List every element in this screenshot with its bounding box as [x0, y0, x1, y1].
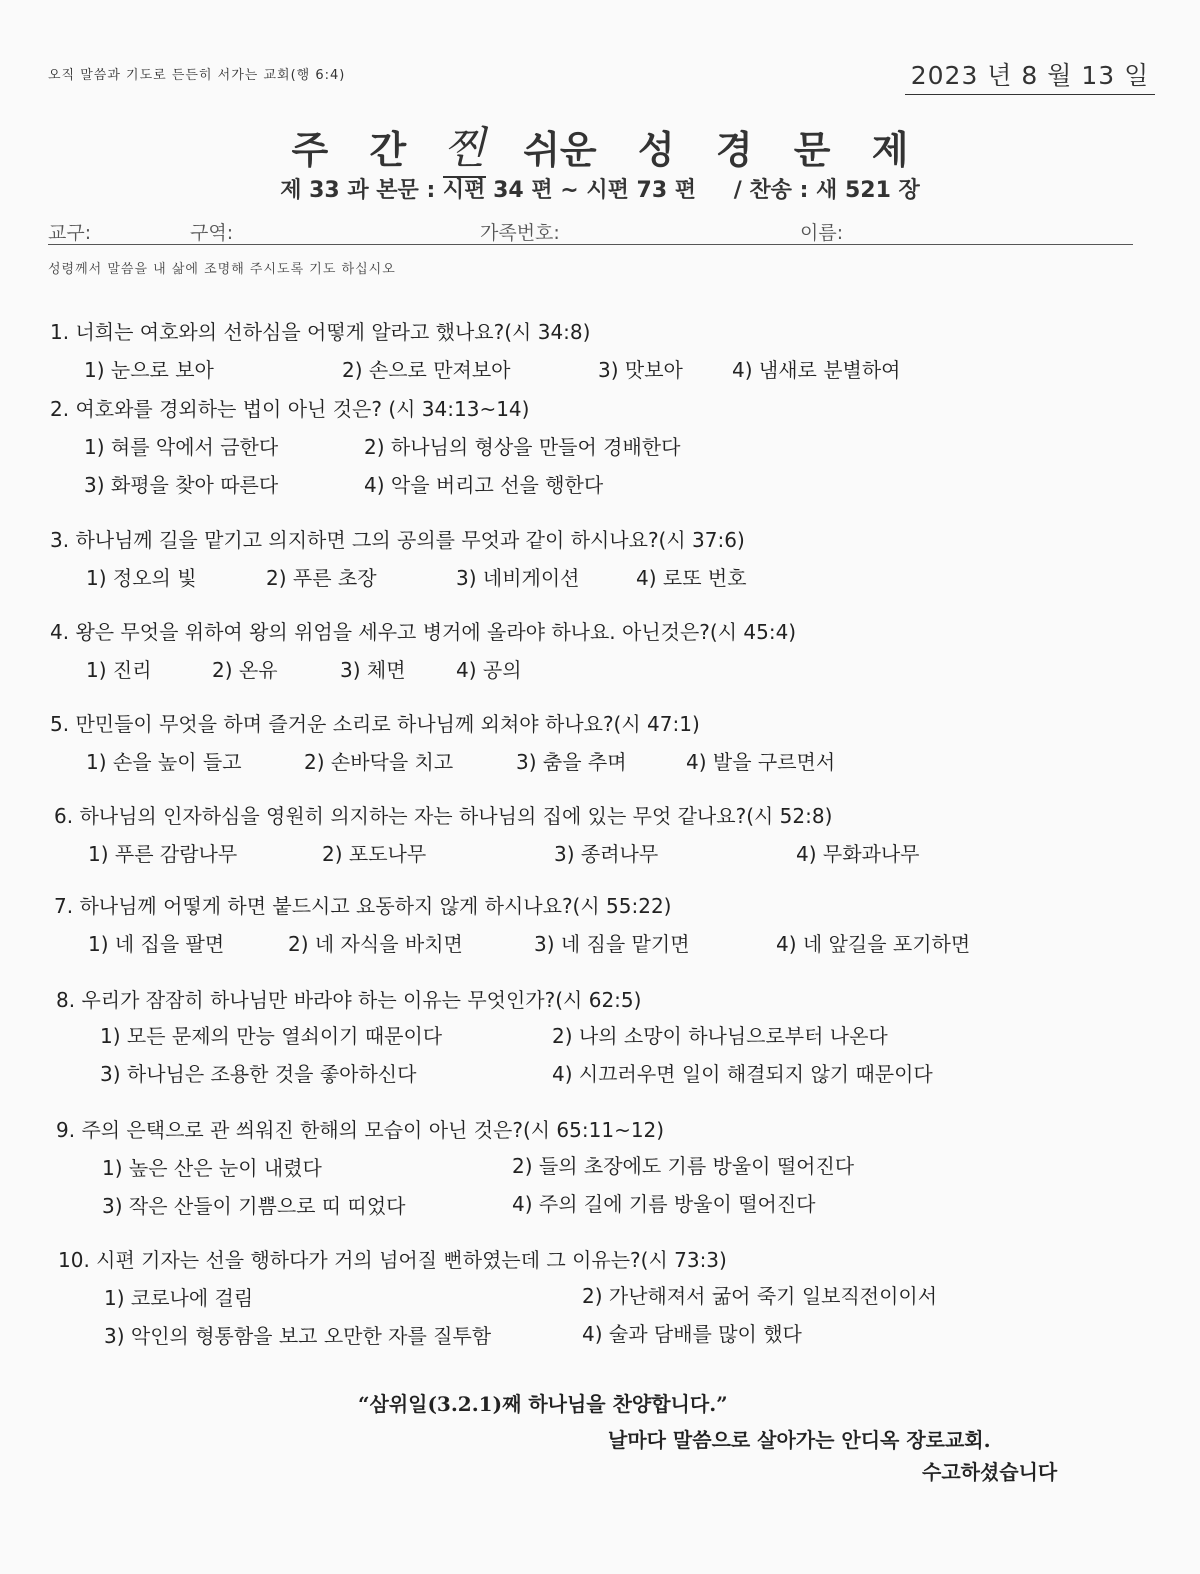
prayer-note: 성령께서 말씀을 내 삶에 조명해 주시도록 기도 하십시오: [48, 262, 396, 277]
question-9: 9. 주의 은택으로 관 씌워진 한해의 모습이 아닌 것은?(시 65:11~12): [56, 1118, 665, 1142]
page-title: [0, 112, 1200, 178]
option: 1) 네 집을 팔면: [88, 932, 225, 956]
title-char: 문: [793, 128, 831, 172]
option: 3) 체면: [340, 658, 406, 682]
option: 2) 가난해져서 굶어 죽기 일보직전이이서: [582, 1284, 938, 1308]
title-char: 주: [291, 128, 329, 172]
option: 2) 손바닥을 치고: [304, 750, 454, 774]
church-motto: 오직 말씀과 기도로 든든히 서가는 교회(행 6:4): [48, 68, 346, 83]
lesson-range: 제 33 과 본문 : 시편 34 편 ~ 시편 73 편: [280, 178, 697, 203]
option: 1) 진리: [86, 658, 152, 682]
option: 4) 시끄러우면 일이 해결되지 않기 때문이다: [552, 1062, 933, 1086]
option: 1) 손을 높이 들고: [86, 750, 242, 774]
title-jjin: 찐: [443, 112, 486, 178]
option: 2) 푸른 초장: [266, 566, 377, 590]
footer-church: 날마다 말씀으로 살아가는 안디옥 장로교회.: [608, 1428, 991, 1452]
option: 2) 네 자식을 바치면: [288, 932, 463, 956]
option: 3) 종려나무: [554, 842, 659, 866]
option: 2) 하나님의 형상을 만들어 경배한다: [364, 435, 681, 459]
option: 3) 작은 산들이 기쁨으로 띠 띠었다: [102, 1194, 406, 1218]
option: 1) 푸른 감람나무: [88, 842, 238, 866]
hymn-number: / 찬송 : 새 521 장: [733, 178, 920, 203]
family-number-label: 가족번호:: [480, 222, 560, 244]
question-2: 2. 여호와를 경외하는 법이 아닌 것은? (시 34:13~14): [50, 397, 530, 421]
question-6: 6. 하나님의 인자하심을 영원히 의지하는 자는 하나님의 집에 있는 무엇 같나요?(시 52:8): [54, 804, 833, 828]
option: 4) 냄새로 분별하여: [732, 358, 901, 382]
option: 1) 코로나에 걸림: [104, 1286, 254, 1310]
option: 3) 춤을 추며: [516, 750, 627, 774]
option: 3) 화평을 찾아 따른다: [84, 473, 279, 497]
option: 3) 맛보아: [598, 358, 683, 382]
title-char: 경: [715, 128, 753, 172]
option: 1) 눈으로 보아: [84, 358, 214, 382]
question-4: 4. 왕은 무엇을 위하여 왕의 위엄을 세우고 병거에 올라야 하나요. 아닌것은?(시 45:4): [50, 620, 797, 644]
option: 4) 술과 담배를 많이 했다: [582, 1322, 802, 1346]
name-label: 이름:: [800, 222, 844, 244]
footer-thanks: 수고하셨습니다: [922, 1460, 1058, 1484]
option: 4) 발을 구르면서: [686, 750, 836, 774]
option: 1) 정오의 빛: [86, 566, 197, 590]
option: 4) 로또 번호: [636, 566, 747, 590]
option: 2) 온유: [212, 658, 278, 682]
title-char: 쉬운: [523, 128, 597, 172]
option: 1) 높은 산은 눈이 내렸다: [102, 1156, 322, 1180]
question-10: 10. 시편 기자는 선을 행하다가 거의 넘어질 뻔하였는데 그 이유는?(시 73:3): [58, 1248, 727, 1272]
option: 4) 네 앞길을 포기하면: [776, 932, 971, 956]
option: 3) 네비게이션: [456, 566, 580, 590]
option: 3) 네 짐을 맡기면: [534, 932, 690, 956]
info-row: [48, 216, 1133, 245]
option: 2) 포도나무: [322, 842, 427, 866]
option: 4) 악을 버리고 선을 행한다: [364, 473, 604, 497]
date: 2023 년 8 월 13 일: [905, 56, 1155, 95]
question-1: 1. 너희는 여호와의 선하심을 어떻게 알라고 했나요?(시 34:8): [50, 320, 591, 344]
option: 2) 손으로 만져보아: [342, 358, 511, 382]
option: 3) 하나님은 조용한 것을 좋아하신다: [100, 1062, 417, 1086]
lesson-subtitle: [0, 173, 1200, 204]
title-char: 성: [637, 128, 675, 172]
option: 3) 악인의 형통함을 보고 오만한 자를 질투함: [104, 1324, 492, 1348]
title-char: 제: [871, 128, 909, 172]
option: 1) 모든 문제의 만능 열쇠이기 때문이다: [100, 1024, 443, 1048]
zone-label: 구역:: [190, 222, 234, 244]
question-7: 7. 하나님께 어떻게 하면 붙드시고 요동하지 않게 하시나요?(시 55:22): [54, 894, 672, 918]
title-char: 간: [369, 128, 407, 172]
district-label: 교구:: [48, 222, 92, 244]
question-3: 3. 하나님께 길을 맡기고 의지하면 그의 공의를 무엇과 같이 하시나요?(시 37:6): [50, 528, 745, 552]
option: 4) 주의 길에 기름 방울이 떨어진다: [512, 1192, 816, 1216]
option: 4) 공의: [456, 658, 522, 682]
question-8: 8. 우리가 잠잠히 하나님만 바라야 하는 이유는 무엇인가?(시 62:5): [56, 988, 642, 1012]
option: 2) 들의 초장에도 기름 방울이 떨어진다: [512, 1154, 855, 1178]
option: 2) 나의 소망이 하나님으로부터 나온다: [552, 1024, 888, 1048]
question-5: 5. 만민들이 무엇을 하며 즐거운 소리로 하나님께 외쳐야 하나요?(시 47:1): [50, 712, 700, 736]
option: 4) 무화과나무: [796, 842, 920, 866]
footer-praise: “삼위일(3.2.1)째 하나님을 찬양합니다.”: [358, 1392, 728, 1416]
option: 1) 혀를 악에서 금한다: [84, 435, 279, 459]
